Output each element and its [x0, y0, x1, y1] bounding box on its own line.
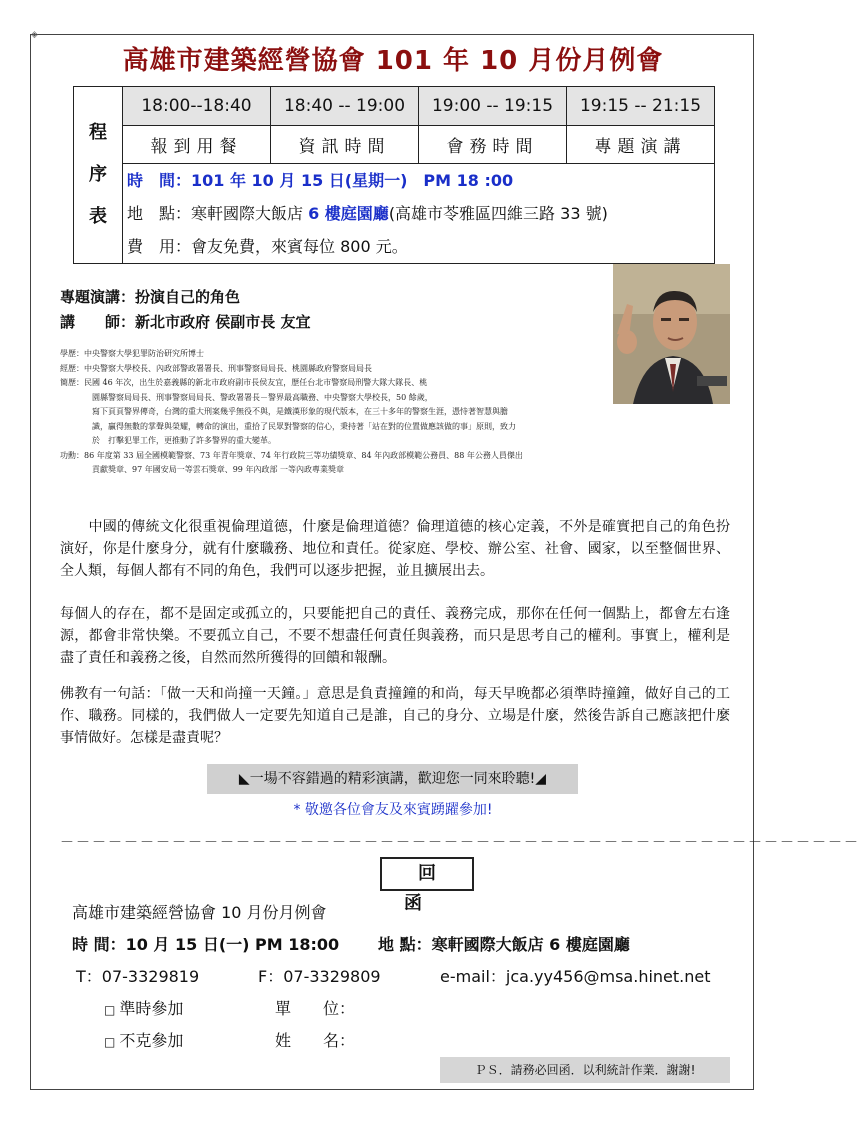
bio-line: 園縣警察局局長、刑事警察局局長、警政署署長－警界最高職務、中央警察大學校長，50 餘歲，: [92, 392, 433, 402]
activity-2: 資訊時間: [271, 126, 419, 164]
option-absent[interactable]: □ 不克參加: [104, 1031, 184, 1050]
bio-line: 經歷：中央警察大學校長、內政部警政署署長、刑事警察局局長、桃園縣政府警察局局長: [60, 363, 372, 373]
bio-line: 寫下頁頁警界傳奇，台灣的重大刑案幾乎無役不與，是鐵漢形象的現代版本，在三十多年的警察生涯，憑恃著智慧與膽: [92, 407, 508, 416]
reply-heading: 回函: [380, 857, 474, 891]
reply-tel: T：07-3329819: [76, 967, 200, 986]
paragraph-3: 佛教有一句話：「做一天和尚撞一天鐘。」意思是負責撞鐘的和尚，每天早晚都必須準時撞鐘，做好自己的工作、職務。同樣的，我們做人一定要先知道自己是誰，自己的身分、立場是什麼，然後告訴自己應該把什麼事情做好。怎樣是盡責呢？: [60, 686, 730, 746]
checkbox-icon[interactable]: □: [104, 1035, 116, 1049]
paragraph-1: 中國的傳統文化很重視倫理道德，什麼是倫理道德？倫理道德的核心定義，不外是確實把自己的角色扮演好，你是什麼身分，就有什麼職務、地位和責任。從家庭、學校、辦公室、社會、國家，以至整個世界、全人類，每個人都有不同的角色，我們可以逐步把握，並且擴展出去。: [60, 519, 730, 579]
activity-4: 專題演講: [567, 126, 715, 164]
activity-3: 會務時間: [419, 126, 567, 164]
time-slot-2: 18:40 -- 19:00: [271, 87, 419, 126]
topic-title: 專題演講：扮演自己的角色: [60, 288, 241, 306]
event-place: 地 點：寒軒國際大飯店 6 樓庭園廳(高雄市苓雅區四維三路 33 號): [127, 204, 608, 223]
reply-email: e-mail：jca.yy456@msa.hinet.net: [440, 967, 711, 986]
bio-line: 貢獻獎章、97 年國安局一等雲石獎章、99 年內政部 一等內政專業獎章: [92, 465, 344, 474]
time-slot-4: 19:15 -- 21:15: [567, 87, 715, 126]
lecture-topic: [60, 285, 310, 335]
schedule-side-label: 程 序 表: [74, 87, 123, 264]
option-attend[interactable]: □ 準時參加: [104, 999, 184, 1018]
pin-icon: ◈: [31, 30, 38, 40]
bio-line: 簡歷：民國 46 年次，出生於嘉義縣的新北市政府副市長侯友宜，歷任台北市警察局刑警大隊大隊長、桃: [60, 378, 428, 387]
reply-meeting: 高雄市建築經營協會 10 月份月例會: [72, 903, 327, 922]
time-slot-1: 18:00--18:40: [123, 87, 271, 126]
reply-fax: F：07-3329809: [258, 967, 381, 986]
paragraph-2: 每個人的存在，都不是固定或孤立的，只要能把自己的責任、義務完成，那你在任何一個點上，都會左右逢源，都會非常快樂。不要孤立自己，不要不想盡任何責任與義務，而只是思考自己的權利。事實上，權利是盡了責任和義務之後，自然而然所獲得的回饋和報酬。: [60, 606, 730, 666]
bio-line: 學歷：中央警察大學犯罪防治研究所博士: [60, 349, 204, 358]
event-fee: 費 用：會友免費，來賓每位 800 元。: [127, 237, 408, 256]
ps-note: ＰＳ．請務必回函．以利統計作業．謝謝!: [440, 1057, 730, 1083]
event-date: 時 間：101 年 10 月 15 日(星期一) PM 18 :00: [127, 171, 514, 190]
cut-line: －－－－－－－－－－－－－－－－－－－－－－－－－－－－－－－－－－－－－－－－－－－－－－－－－－: [60, 835, 860, 851]
checkbox-icon[interactable]: □: [104, 1003, 116, 1017]
activity-1: 報到用餐: [123, 126, 271, 164]
name-field-label: 姓 名：: [275, 1031, 356, 1050]
topic-speaker: 講 師：新北市政府 侯副市長 友宜: [60, 313, 311, 331]
bio-line: 識，贏得無數的掌聲與榮耀，轉命的演出，重拾了民眾對警察的信心，秉持著「站在對的位置做應該做的事」原則，致力: [92, 421, 516, 431]
promo-banner: ◣一場不容錯過的精彩演講，歡迎您一同來聆聽!◢: [207, 764, 578, 794]
reply-place: 地 點：寒軒國際大飯店 6 樓庭園廳: [378, 935, 630, 954]
speaker-bio: [60, 347, 730, 478]
bio-line: 功勳：86 年度第 33 屆全國模範警察、73 年青年獎章、74 年行政院三等功績獎章、84 年內政部模範公務員、88 年公務人員傑出: [60, 450, 523, 460]
page-title: 高雄市建築經營協會 101 年 10 月份月例會: [122, 46, 664, 76]
time-slot-3: 19:00 -- 19:15: [419, 87, 567, 126]
invite-note: * 敬邀各位會友及來賓踴躍參加!: [293, 802, 493, 818]
bio-line: 於 打擊犯罪工作，更推動了許多警界的重大變革。: [92, 436, 276, 445]
reply-time: 時 間：10 月 15 日(一) PM 18:00: [72, 935, 340, 954]
event-info: [123, 164, 715, 264]
unit-field-label: 單 位：: [275, 999, 356, 1018]
schedule-table: [73, 86, 715, 264]
